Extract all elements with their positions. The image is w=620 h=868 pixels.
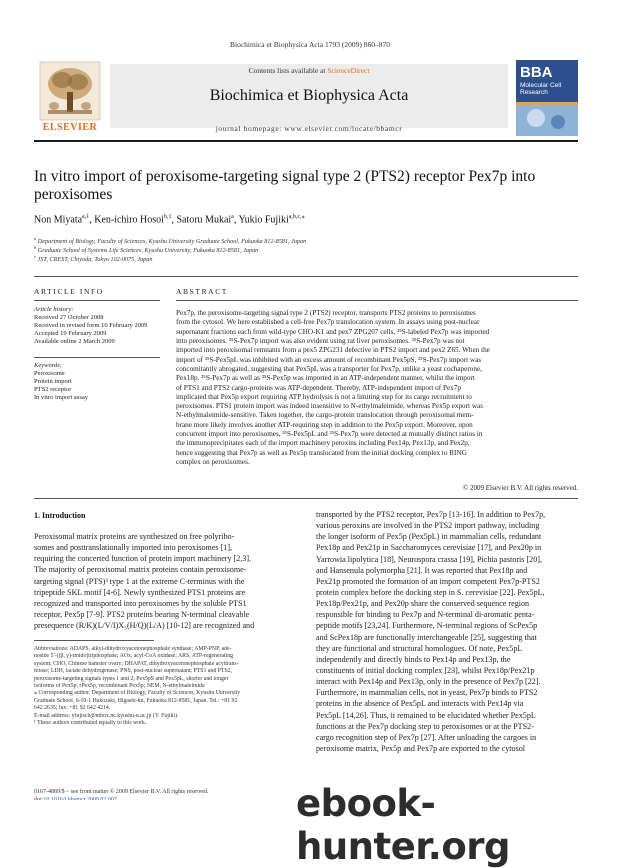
affiliation-mark: b [34, 245, 37, 250]
abstract-line: implicated that Pex5p export requiring ATP hydrolysis is not a limiting step for its cargo recruitment to [176, 392, 472, 401]
footnote-line: 642 2635; fax: +81 92 642 4214. [34, 705, 111, 712]
elsevier-wordmark: ELSEVIER [42, 122, 98, 133]
body-text-line: tripeptide SKL motif [4-6]. Newly synthesized PTS1 proteins are [34, 587, 246, 597]
body-text-line: interact with Pex14p and Pex13p, only in the presence of Pex7p [22]. [316, 677, 541, 687]
body-text-line: protein complex before the docking step in S. cerevisiae [22]. Pex5pL, [316, 587, 545, 597]
body-text-line: functions at the Pex7p docking step to peroxisomes or at the PTS2- [316, 721, 534, 731]
history-label: Article history: [34, 306, 74, 313]
footnote-line: nosine 5′-[(β, γ)-imido]triphosphate; AOx, acyl-CoA oxidase; ARS, ATP-regenerating [34, 653, 234, 660]
article-title: In vitro import of peroxisome-targeting signal type 2 (PTS2) receptor Pex7p into peroxisomes [34, 168, 536, 203]
body-text-line: Pex18p and Pex21p in Saccharomyces cerevisiae [17], and Pex20p in [316, 543, 542, 553]
footnote-line: system; CHO, Chinese hamster ovary; DHAPAT, dihydroxyacetonephosphate acyltrans- [34, 660, 239, 667]
abstract-line: Pex18p. ³⁵S-Pex7p as well as ³⁵S-Pex5p was imported in an ATP-independent manner, whilst the import [176, 374, 475, 383]
abstract-line: the immunoprecipitates each of the import machinery peroxins including Pex14p, Pex13p, and Pex2p, [176, 439, 470, 448]
cover-subtitle-line2: Research [520, 89, 548, 96]
body-text-line: Furthermore, in mammalian cells, not in yeast, Pex7p binds to PTS2 [316, 688, 538, 698]
article-info-rule [34, 300, 160, 301]
body-text-line: and Hansenula polymorpha [21]. It was reported that Pex18p and [316, 565, 528, 575]
history-item: Received 27 October 2008 [34, 314, 104, 321]
running-header: Biochimica et Biophysica Acta 1793 (2009) 860–870 [230, 40, 390, 49]
author: Non Miyata [34, 214, 83, 226]
footnote-line: peroxisome-targeting signals types 1 and 2; Pex5pS and Pex5pL, shorter and longer [34, 675, 229, 682]
body-text-line: Pex18p/Pex21p, and Pex20p share the conserved sequence region [316, 599, 530, 609]
body-text-line: receptor, Pex5p [7-9]. PTS2 proteins bearing N-terminal cleavable [34, 609, 250, 619]
abstract-line: imported into peroxisomal remnants from a pex5 ZPG231 defective in PTS2 import and pex2 Z65. When the [176, 346, 490, 355]
abstract-line: of PTS1 and PTS2 cargo-proteins was ATP-dependent. Thereby, ATP-independent import of Pex7p [176, 383, 461, 392]
keyword: Protein import [34, 378, 72, 385]
history-item: Accepted 19 February 2009 [34, 330, 107, 337]
footnote-line: ¹ These authors contributed equally to this work. [34, 720, 147, 727]
author: Ken-ichiro Hosoi [94, 214, 164, 226]
abstract-heading: ABSTRACT [176, 287, 228, 296]
abstract-line: concurrent import into peroxisomes, ³⁵S-Pex5pL and ³⁵S-Pex7p were detected at mutually distinct ratios in [176, 430, 483, 439]
introduction-right-column [316, 509, 578, 754]
affiliation-mark: c [34, 254, 36, 259]
copyright-line: © 2009 Elsevier B.V. All rights reserved. [462, 484, 578, 492]
body-text-line: presequence (R/K)(L/V/I)X₅(H/Q)(L/A) [10-12] are recognized and [34, 621, 255, 631]
body-text-line: Peroxisomal matrix proteins are synthesized on free polyribo- [34, 532, 235, 541]
sciencedirect-link[interactable]: ScienceDirect [327, 66, 370, 75]
abstract-line: import of ³⁵S-Pex5pL was inhibited with an excess amount of recombinant Pex5pS, ³⁵S-Pex7p import was [176, 355, 482, 364]
affiliation-text: Department of Biology, Faculty of Sciences, Kyushu University Graduate School, Fukuoka 812-8581, Japan [37, 238, 307, 246]
cover-subtitle [520, 82, 561, 96]
author-affil-mark: b,1 [163, 214, 172, 220]
history-item: Available online 2 March 2009 [34, 338, 115, 345]
body-text-line: transported by the PTS2 receptor, Pex7p [13-16]. In addition to Pex7p, [316, 510, 546, 519]
keyword: Peroxisome [34, 370, 65, 377]
journal-homepage[interactable]: journal homepage: www.elsevier.com/locate/bbamcr [215, 124, 403, 133]
body-text-line: requiring the concerted function of protein import machinery [2,3]. [34, 554, 252, 564]
contents-prefix: Contents lists available at [248, 66, 328, 75]
journal-cover-image [516, 60, 578, 136]
cover-subtitle-line1: Molecular Cell [520, 82, 562, 89]
author: Satoru Mukai [176, 214, 232, 226]
abstract-line: Pex7p, the peroxisome-targeting signal type 2 (PTS2) receptor, transports PTS2 proteins to peroxisomes [176, 309, 476, 317]
body-text-line: recognized and transported into peroxisomes by the soluble PTS1 [34, 598, 247, 608]
keyword: PTS2 receptor [34, 386, 72, 393]
body-text-line: cargo recognition step of Pex7p [27]. After unloading the cargoes in [316, 732, 537, 742]
body-text-line: proteins in the absence of Pex5pL and interacts with Pex14p via [316, 699, 524, 709]
affiliation [34, 254, 574, 263]
footnote-line: ⁎ Corresponding author. Department of Biology, Faculty of Sciences, Kyushu University [34, 690, 241, 697]
body-text-line: targeting signal (PTS)³ type 1 at the extreme C-terminus with the [34, 576, 245, 586]
body-text-line: Pex5pL [14,26]. Thus, it remained to be elucidated whether Pex5pL [316, 710, 536, 720]
abstract-line: from the cytosol. We here established a cell-free Pex7p translocation system. In assays using post-nuclear [176, 318, 480, 327]
body-text-line: various peroxins are involved in the PTS2 import pathway, including [316, 521, 540, 531]
body-text-line: The majority of peroxisomal matrix proteins contain peroxisome- [34, 565, 247, 575]
journal-name: Biochimica et Biophysica Acta [209, 87, 409, 104]
author-affil-mark: a [231, 214, 234, 220]
keyword: In vitro import assay [34, 394, 88, 401]
body-text-line: independently and directly binds to Pex14p and Pex13p, the [316, 654, 511, 664]
affiliation-text: Graduate School of Systems Life Sciences, Kyushu University, Fukuoka 812-8581, Japan [37, 247, 259, 255]
abstract-line: N-ethylmaleimide-sensitive. Taken together, the cargo-protein translocation through peroxisomal mem- [176, 411, 474, 420]
abstract-rule [176, 300, 578, 301]
article-info-heading: ARTICLE INFO [34, 287, 104, 296]
abstract-line: complex on peroxisomes. [176, 458, 250, 466]
body-text-line: the longer isoform of Pex5p (Pex5pL) in mammalian cells, redundant [316, 532, 542, 542]
contents-line [110, 66, 508, 75]
author-affil-mark: a,1 [82, 214, 90, 220]
body-text-line: peptide motifs [23,24]. Furthermore, N-terminal regions of ScPex5p [316, 621, 538, 631]
body-text-line: Yarrowia lipolytica [18], Neurospora crassa [19], Pichia pastoris [20], [316, 554, 542, 564]
author-affil-mark: a,b,c,⁎ [288, 214, 305, 220]
author-list: Non Miyata$^{a,1}$, Ken-ichiro Hosoi$^{b,1}$, Satoru Mukai$^a$, Yukio Fujiki$^{a,b,c,⁎}$ [34, 214, 305, 226]
cover-bba: BBA [520, 64, 553, 81]
footnotes [34, 646, 305, 727]
body-text-line: peroxisome matrix, Pex5p and Pex7p are exported to the cytosol [316, 743, 526, 753]
affiliation [34, 236, 574, 245]
footnote-line: E-mail address: yfujiscb@mbox.nc.kyushu-u.ac.jp (Y. Fujiki). [34, 712, 179, 719]
introduction-heading: 1. Introduction [34, 511, 86, 520]
elsevier-tree-logo [34, 60, 106, 122]
body-text-line: somes and posttranslationally imported into peroxisomes [1], [34, 543, 233, 553]
footnote-line: Graduate School, 6-10-1 Hakozaki, Higashi-ku, Fukuoka 812-8581, Japan. Tel.: +81 92 [34, 697, 238, 704]
body-text-line: constituents of initial docking complex [23], whilst Pex18p/Pex21p [316, 665, 535, 675]
body-text-line: responsible for binding to Pex7p and N-terminal di-aromatic penta- [316, 610, 535, 620]
body-text-line: Pex21p promoted the formation of an import competent Pex7p-PTS2 [316, 576, 540, 586]
footnote-line: isoforms of Pex5p, rPex5p, recombinant Pex5p; NEM, N-ethylmaleimide [34, 683, 205, 690]
footnote-line: Abbreviations: ADAPS, alkyl-dihydroxyacetonephosphate synthase; AMP-PNP, ade- [34, 646, 232, 652]
watermark-text: ebook-hunter.org [296, 782, 510, 868]
abstract-line: concomitantly abrogated, suggesting that Pex5pL was a transporter for Pex7p, unlike a yeast cochaperone, [176, 364, 482, 373]
abstract-line: supernatant fractions each from wild-type CHO-K1 and pex7 ZPG207 cells, ³⁵S-labeled Pex7p was imported [176, 327, 490, 336]
author: Yukio Fujiki [238, 214, 289, 226]
affiliation [34, 245, 574, 254]
introduction-left-column [34, 531, 296, 631]
abstract-line: hence suggesting that Pex7p as well as Pex5p translocated from the initial docking complex to RING [176, 448, 467, 457]
keywords-label: Keywords: [34, 362, 62, 369]
body-text-line: and ScPex18p are functionally interchangeable [25], suggesting that [316, 632, 537, 642]
keywords-rule [34, 357, 160, 358]
affiliation-text: JST, CREST, Chiyoda, Tokyo 102-0075, Japan [37, 256, 153, 264]
footnote-rule [34, 640, 154, 641]
abstract-line: into peroxisomes. ³⁵S-Pex7p import was also evident using rat liver peroxisomes. ³⁵S-Pex7p was not [176, 336, 465, 345]
abstract-body [176, 309, 578, 467]
footnote-line: ferase; LDH, lactate dehydrogenase; PNS, post-nuclear supernatant; PTS1 and PTS2, [34, 668, 233, 675]
abstract-line: brane more likely involves another ATP-requiring step in addition to the Pex5p export. Moreover, upon [176, 420, 473, 429]
section-rule [34, 276, 578, 277]
abstract-end-rule [34, 498, 578, 499]
body-text-line: they are functional and structural homologues. Of note, Pex5pL [316, 643, 523, 653]
header-rule [34, 140, 578, 142]
affiliation-mark: a [34, 236, 37, 241]
abstract-line: peroxisomes. PTS1 protein import was indeed insensitive to N-ethylmaleimide, whereas Pex5p export was [176, 402, 484, 411]
issn-line: 0167-4889/$ – see front matter © 2009 Elsevier B.V. All rights reserved. [34, 789, 209, 795]
history-item: Received in revised form 10 February 2009 [34, 322, 148, 329]
